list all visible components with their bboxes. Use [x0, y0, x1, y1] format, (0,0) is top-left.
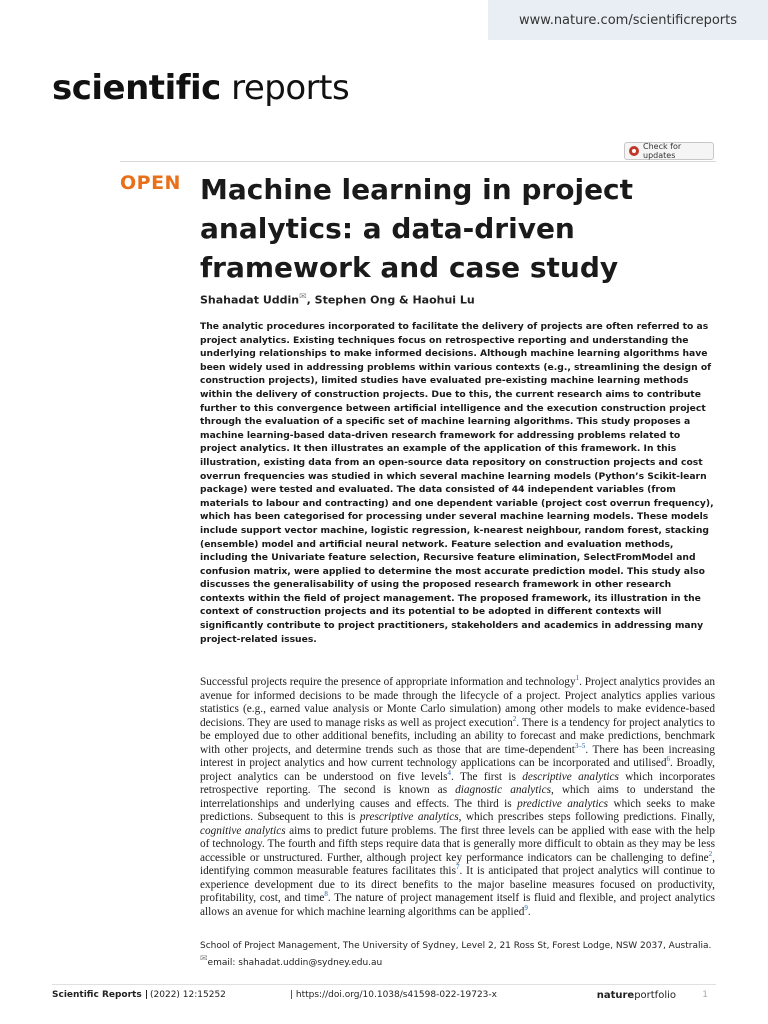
email-text[interactable]: email: shahadat.uddin@sydney.edu.au [207, 958, 383, 968]
journal-logo[interactable] [52, 68, 349, 108]
footer-journal: Scientific Reports | [52, 990, 149, 1000]
body-text-run: , which prescribes steps following predictions. Finally, [458, 811, 715, 823]
footer-divider [52, 984, 716, 985]
body-text-run: . The first is [451, 770, 523, 783]
body-text-run: . Broadly, project analytics can be understood on five levels [200, 757, 715, 783]
footer-volume: (2022) 12:15252 [150, 990, 226, 1000]
body-text-run: . [527, 905, 531, 918]
publisher-logo-bold: nature [596, 990, 635, 1001]
body-paragraph [200, 676, 715, 919]
body-text-run: which seeks to make predictions. Subsequent to this is [200, 797, 716, 823]
journal-url[interactable]: www.nature.com/scientificreports [488, 0, 768, 40]
term-emphasis: cognitive analytics [200, 824, 286, 837]
term-emphasis: prescriptive analytics [359, 811, 459, 823]
crossmark-icon [629, 146, 639, 156]
citation-link[interactable]: 9 [524, 903, 528, 912]
body-text-run: , identifying common measurable features facilitates this [200, 851, 715, 877]
body-text-run: aims to predict future problems. The first three levels can be applied with ease with the help of technology. The fourth and fifth steps require data that is generally more difficult to obtain as they may be less accessible or unstructured. Further, although project key performance indicators can be challenging to define [200, 824, 715, 864]
logo-light: reports [231, 68, 350, 108]
page-number: 1 [702, 990, 708, 1000]
affiliation-block [200, 940, 720, 970]
body-text-run: . It is anticipated that project analytics will continue to experience development due to its direct benefits to the major baseline measures focused on productivity, profitability, cost, and time [200, 865, 715, 904]
citation-link[interactable]: 2 [512, 714, 517, 723]
check-updates-label: Check for updates [643, 142, 682, 160]
body-text-run: . There is a tendency for project analytics to be employed due to other additional benefits, including an ability to forecast and make predictions, benchmark with other projects, and determine trends such as those that are time-dependent [200, 716, 715, 756]
affiliation-text: School of Project Management, The University of Sydney, Level 2, 21 Ross St, Forest Lodge, NSW 2037, Australia. [200, 941, 712, 951]
article-title: Machine learning in project analytics: a data-driven framework and case study [200, 173, 634, 284]
publisher-logo-light: portfolio [634, 990, 676, 1001]
envelope-icon[interactable]: ✉ [299, 292, 307, 302]
open-access-label: OPEN [120, 172, 181, 194]
term-emphasis: diagnostic analytics [455, 784, 551, 796]
author-list [200, 292, 475, 307]
citation-link[interactable]: 1 [575, 674, 580, 683]
body-text-run: Successful projects require the presence of appropriate information and technology [200, 676, 576, 688]
footer-doi-link[interactable]: | https://doi.org/10.1038/s41598-022-19723-x [290, 990, 497, 1000]
term-emphasis: descriptive analytics [522, 770, 619, 783]
citation-link[interactable]: 4 [447, 768, 452, 777]
body-text-run: , which aims to understand the interrelationships and underlying causes and effects. The third is [200, 784, 715, 810]
term-emphasis: predictive analytics [517, 797, 609, 810]
corresponding-author[interactable]: Shahadat Uddin [200, 293, 300, 307]
publisher-logo [597, 990, 676, 1001]
citation-link[interactable]: 3–5 [574, 741, 586, 750]
co-authors: , Stephen Ong & Haohui Lu [306, 293, 475, 307]
abstract: The analytic procedures incorporated to facilitate the delivery of projects are often referred to as project analytics. Existing techniques focus on retrospective reporting and understanding the underlying relationships to make informed decisions. Although machine learning algorithms have been widely used in addressing problems within various contexts (e.g., streamlining the design of construction projects), limited studies have evaluated pre-existing machine learning methods within the delivery of construction projects. Due to this, the current research aims to contribute further to this convergence between artificial intelligence and the execution construction project through the evaluation of a specific set of machine learning algorithms. This study proposes a machine learning-based data-driven research framework for addressing problems related to project analytics. It then illustrates an example of the application of this framework. In this illustration, existing data from an open-source data repository on construction projects and cost overrun frequencies was studied in which several machine learning models (Python’s Scikit-learn package) were tested and evaluated. The data consisted of 44 independent variables (from materials to labour and contracting) and one dependent variable (project cost overrun frequency), which has been categorised for processing under several machine learning models. These models include support vector machine, logistic regression, k-nearest neighbour, random forest, stacking (ensemble) model and artificial neural network. Feature selection and evaluation methods, including the Univariate feature selection, Recursive feature elimination, SelectFromModel and confusion matrix, were applied to determine the most accurate prediction model. This study also discusses the generalisability of using the proposed research framework in other research contexts within the field of project management. The proposed framework, its illustration in the context of construction projects and its potential to be adopted in different contexts will significantly contribute to project practitioners, stakeholders and academics in addressing many project-related issues. [200, 321, 714, 645]
check-for-updates-button[interactable] [624, 142, 714, 160]
logo-bold: scientific [52, 68, 221, 108]
citation-link[interactable]: 2 [708, 849, 713, 858]
body-text-run: . The nature of project management itself is fluid and flexible, and project analytics allows an avenue for which machine learning algorithms can be applied [200, 892, 715, 918]
envelope-icon: ✉ [200, 954, 208, 964]
email-line[interactable] [200, 953, 720, 970]
body-text-run: . Project analytics provides an avenue for informed decisions to be made through the lifecycle of a project. Project analytics applies various statistics (e.g., earned value analysis or Monte Carlo simulation) among other models to make evidence-based decisions. They are used to manage risks as well as project execution [200, 676, 716, 729]
citation-link[interactable]: 6 [666, 755, 671, 764]
body-text-run: . There has been increasing interest in project analytics and how current technology applications can be incorporated and utilised [200, 743, 715, 769]
citation-link[interactable]: 8 [324, 890, 328, 899]
citation-link[interactable]: 7 [455, 863, 460, 872]
page-footer [52, 990, 716, 1004]
body-text-run: which incorporates retrospective reporting. The second is known as [200, 770, 716, 796]
header-divider [120, 161, 716, 162]
